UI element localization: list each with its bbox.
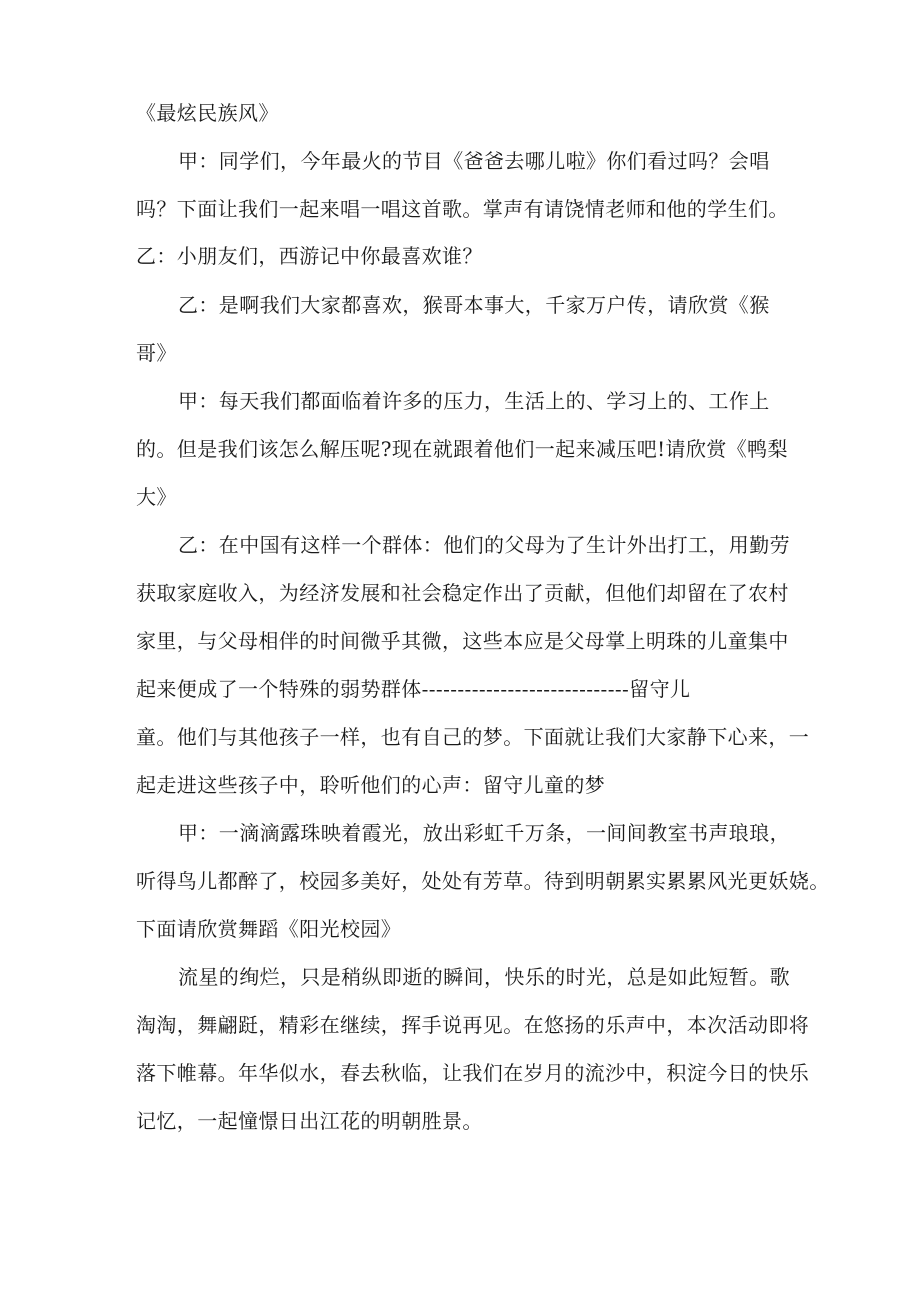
- paragraph-line: 的。但是我们该怎么解压呢?现在就跟着他们一起来减压吧!请欣赏《鸭梨: [136, 437, 788, 461]
- paragraph-line: 乙：小朋友们，西游记中你最喜欢谁？: [136, 244, 483, 268]
- paragraph-line: 下面请欣赏舞蹈《阳光校园》: [136, 917, 402, 941]
- paragraph-line: 吗？下面让我们一起来唱一唱这首歌。掌声有请饶情老师和他的学生们。: [136, 197, 789, 221]
- paragraph-line: 大》: [136, 485, 177, 509]
- paragraph-line: 流星的绚烂，只是稍纵即逝的瞬间，快乐的时光，总是如此短暂。歌: [178, 965, 790, 989]
- paragraph-line: 起来便成了一个特殊的弱势群体-----------------------------留守儿: [136, 677, 691, 701]
- paragraph-line: 起走进这些孩子中，聆听他们的心声：留守儿童的梦: [136, 773, 606, 797]
- paragraph-line: 获取家庭收入，为经济发展和社会稳定作出了贡献，但他们却留在了农村: [136, 581, 789, 605]
- paragraph-line: 家里，与父母相伴的时间微乎其微，这些本应是父母掌上明珠的儿童集中: [136, 629, 789, 653]
- paragraph-line: 记忆，一起憧憬日出江花的明朝胜景。: [136, 1109, 483, 1133]
- document-title: 《最炫民族风》: [136, 101, 279, 125]
- paragraph-line: 甲：一滴滴露珠映着霞光，放出彩虹千万条，一间间教室书声琅琅，: [178, 821, 790, 845]
- paragraph-line: 甲：同学们，今年最火的节目《爸爸去哪儿啦》你们看过吗？会唱: [178, 149, 770, 173]
- paragraph-line: 乙：在中国有这样一个群体：他们的父母为了生计外出打工，用勤劳: [178, 533, 790, 557]
- paragraph-line: 淘淘，舞翩跹，精彩在继续，挥手说再见。在悠扬的乐声中，本次活动即将: [136, 1013, 810, 1037]
- paragraph-line: 落下帷幕。年华似水，春去秋临，让我们在岁月的流沙中，积淀今日的快乐: [136, 1061, 810, 1085]
- paragraph-line: 乙：是啊我们大家都喜欢，猴哥本事大，千家万户传，请欣赏《猴: [178, 293, 770, 317]
- paragraph-line: 童。他们与其他孩子一样，也有自己的梦。下面就让我们大家静下心来，一: [136, 725, 810, 749]
- paragraph-line: 甲：每天我们都面临着许多的压力，生活上的、学习上的、工作上: [178, 389, 770, 413]
- paragraph-line: 听得鸟儿都醉了，校园多美好，处处有芳草。待到明朝累实累累风光更妖娆。: [136, 869, 830, 893]
- paragraph-line: 哥》: [136, 341, 177, 365]
